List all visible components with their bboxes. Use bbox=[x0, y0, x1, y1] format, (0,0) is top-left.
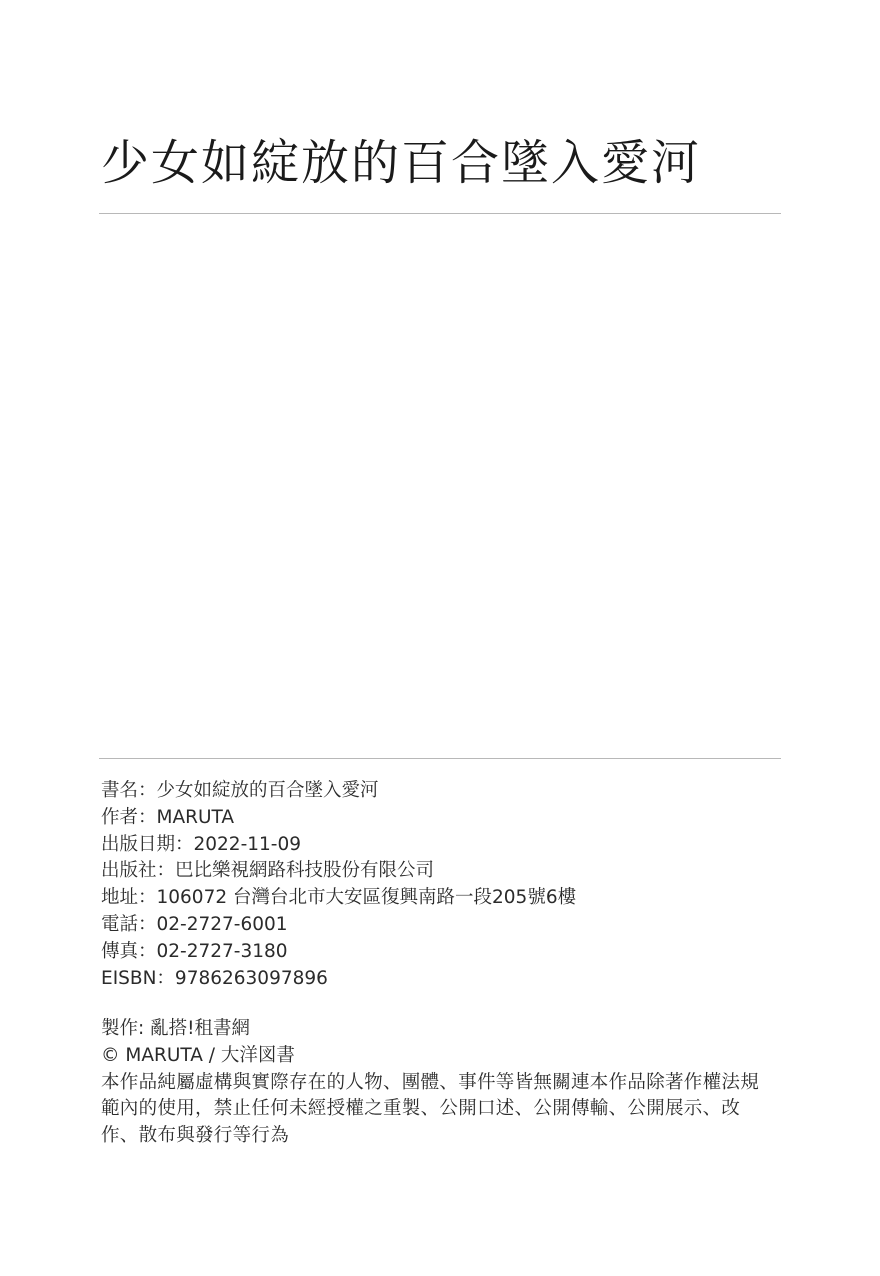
bottom-divider bbox=[99, 758, 781, 759]
copyright-notice: 本作品純屬虛構與實際存在的人物、團體、事件等皆無關連本作品除著作權法規範內的使用，禁止任何未經授權之重製、公開口述、公開傳輸、公開展示、改作、散布與發行等行為 bbox=[101, 1071, 760, 1147]
copyright-line: © MARUTA / 大洋図書 bbox=[101, 1044, 295, 1066]
address-line: 地址：106072 台灣台北市大安區復興南路一段205號6樓 bbox=[101, 887, 577, 909]
book-name-line: 書名：少女如綻放的百合墜入愛河 bbox=[101, 780, 379, 801]
top-divider bbox=[99, 213, 781, 214]
production-line: 製作: 亂搭!租書網 bbox=[101, 1018, 251, 1039]
publisher-line: 出版社：巴比樂視網路科技股份有限公司 bbox=[101, 860, 435, 882]
publish-date-line: 出版日期：2022-11-09 bbox=[101, 833, 302, 855]
phone-line: 電話：02-2727-6001 bbox=[101, 913, 288, 935]
book-title: 少女如綻放的百合墜入愛河 bbox=[101, 135, 702, 191]
eisbn-line: EISBN：9786263097896 bbox=[101, 967, 328, 989]
publication-info bbox=[101, 778, 791, 992]
author-line: 作者：MARUTA bbox=[101, 806, 235, 828]
credits-block bbox=[101, 1016, 791, 1150]
fax-line: 傳真：02-2727-3180 bbox=[101, 940, 288, 962]
